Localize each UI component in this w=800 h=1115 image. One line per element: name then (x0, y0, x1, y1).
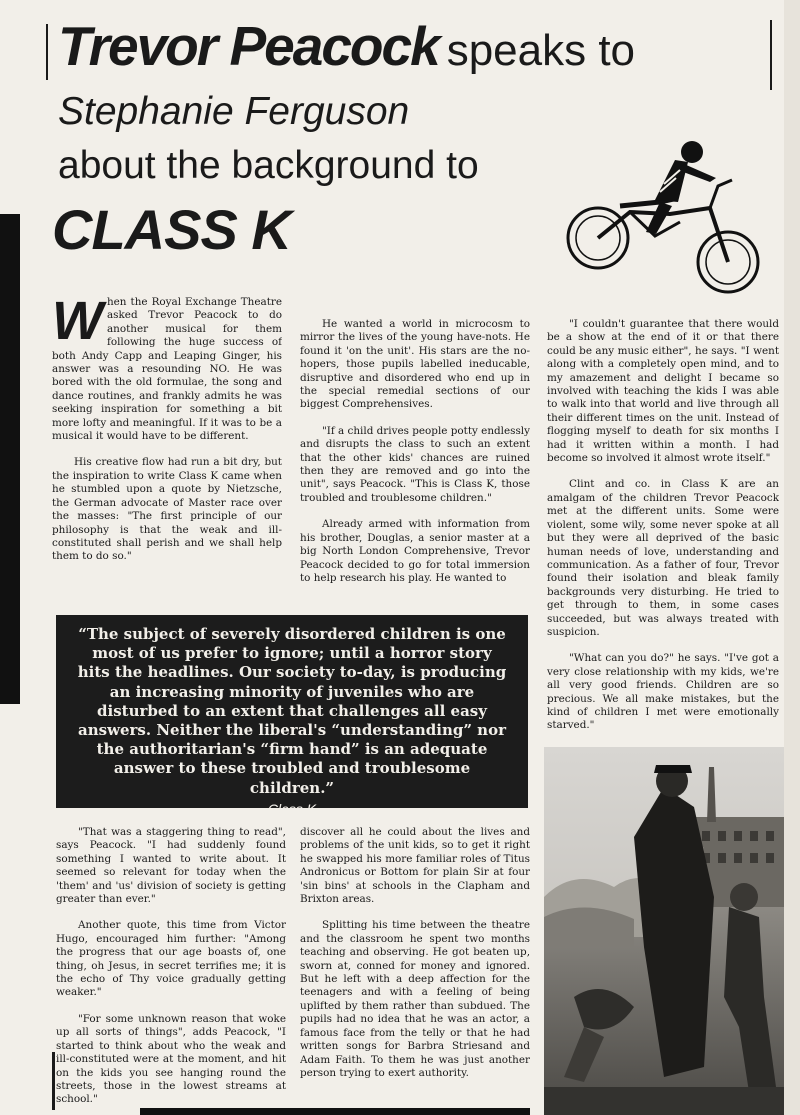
drop-cap: W (52, 296, 103, 351)
article-paragraph: "For some unknown reason that woke up all sorts of things", adds Peacock, "I started to think about who the weak and ill-constituted were at the moment, and hit on the kids you see hanging round the streets, those in the lowest streams at school." (56, 1012, 286, 1106)
headline-verb: speaks to (446, 26, 636, 75)
article-paragraph: "I couldn't guarantee that there would be a show at the end of it or that there could be any music either", he says. "I went along with a completely open mind, and to my amazement and delight I became so involved with teaching the kids I was able to walk into that world and live through all their different times on the unit. Instead of flogging myself to death for six months I had it written within a month. I had become so involved it almost wrote itself." (547, 318, 779, 465)
headline-rule-right (770, 20, 772, 90)
article-column-1 (52, 296, 282, 596)
subject-name: Trevor Peacock (58, 15, 439, 77)
article-paragraph: His creative flow had run a bit dry, but the inspiration to write Class K came when he stumbled upon a quote by Nietzsche, the German advocate of Master race over the masses: "The first principle of our philosophy is that the weak and ill-constituted shall perish and we shall help them to do so." (52, 456, 282, 563)
pull-quote-source: Class K (267, 800, 317, 817)
margin-bar (0, 214, 20, 704)
article-paragraph: discover all he could about the lives and problems of the unit kids, so to get it right he swapped his more familiar roles of Titus Andronicus or Bottom for plain Sir at four 'sin bins' at schools in the Clapham and Brixton areas. (300, 826, 530, 906)
footer-bar (140, 1108, 530, 1115)
article-paragraph: "That was a staggering thing to read", says Peacock. "I had suddenly found something I wanted to write about. It seemed so relevant for today when the 'them' and 'us' division of society is getting greater than ever." (56, 826, 286, 906)
article-paragraph: He wanted a world in microcosm to mirror the lives of the young have-nots. He found it 'on the unit'. His stars are the no-hopers, those pupils labelled ineducable, disruptive and disordered who end up in the special remedial sections of our biggest Comprehensives. (300, 318, 530, 411)
motorbike-illustration (560, 140, 770, 300)
article-column-2 (300, 318, 530, 608)
street-photo (544, 747, 784, 1115)
article-paragraph: hen the Royal Exchange Theatre asked Trevor Peacock to do another musical for them following the huge success of both Andy Capp and Leaping Ginger, his answer was a resounding NO. He was bored with the old formulae, the song and dance routines, and frankly admits he was seeking inspiration for something a bit more lofty and meaningful. If it was to be a musical it would have to be different. (52, 296, 282, 443)
article-column-2-lower (300, 826, 530, 1106)
article-column-3 (547, 318, 779, 738)
article-column-1-lower (56, 826, 286, 1106)
play-title: CLASS K (52, 198, 291, 261)
pull-quote (56, 615, 528, 817)
article-paragraph: Splitting his time between the theatre and the classroom he spent two months teaching and observing. He got beaten up, sworn at, conned for money and ignored. But he left with a deep affection for the teenagers and with a feeling of being uplifted by them rather than subdued. The pupils had no idea that he was an actor, a famous face from the telly or that he had written songs for Barbra Striesand and Adam Faith. To them he was just another person trying to exert authority. (300, 919, 530, 1079)
article-paragraph: Already armed with information from his brother, Douglas, a senior master at a big North London Comprehensive, Trevor Peacock decided to go for total immersion to help research his play. He wanted to (300, 518, 530, 584)
article-paragraph: "If a child drives people potty endlessly and disrupts the class to such an extent that the other kids' chances are ruined then they are removed and go into the unit", says Peacock. "This is Class K, those troubled and troublesome children." (300, 424, 530, 504)
headline-line-1 (58, 14, 635, 83)
article-paragraph: Clint and co. in Class K are an amalgam of the children Trevor Peacock met at the different units. Some were violent, some wily, some never spoke at all but they were all deprived of the basic human needs of love, understanding and communication. As a father of four, Trevor found their isolation and bleak family backgrounds very disturbing. He tried to get through to them, in some cases succeeded, but was always treated with suspicion. (547, 478, 779, 638)
article-paragraph: Another quote, this time from Victor Hugo, encouraged him further: "Among the progress that our age boasts of, one thing, oh Jesus, in secret terrifies me; it is the echo of Thy voice gradually getting weaker." (56, 919, 286, 999)
pull-quote-text: “The subject of severely disordered children is one most of us prefer to ignore; until a horror story hits the headlines. Our society to-day, is producing an increasing minority of juveniles who are disturbed to an extent that challenges all easy answers. Neither the liberal's “understanding” nor the authoritarian's “firm hand” is an adequate answer to these troubled and troublesome children.” (77, 625, 507, 797)
headline-rule-left (46, 24, 48, 80)
column-rule (52, 1052, 55, 1110)
headline-topic: about the background to (58, 144, 479, 187)
article-paragraph: "What can you do?" he says. "I've got a very close relationship with my kids, we're all very good friends. Children are so precious. We all make mistakes, but the kind of children I met were emotionally starved." (547, 652, 779, 732)
rider-helmet (681, 141, 703, 163)
interviewer-name: Stephanie Ferguson (58, 90, 410, 133)
page-edge (784, 0, 800, 1115)
